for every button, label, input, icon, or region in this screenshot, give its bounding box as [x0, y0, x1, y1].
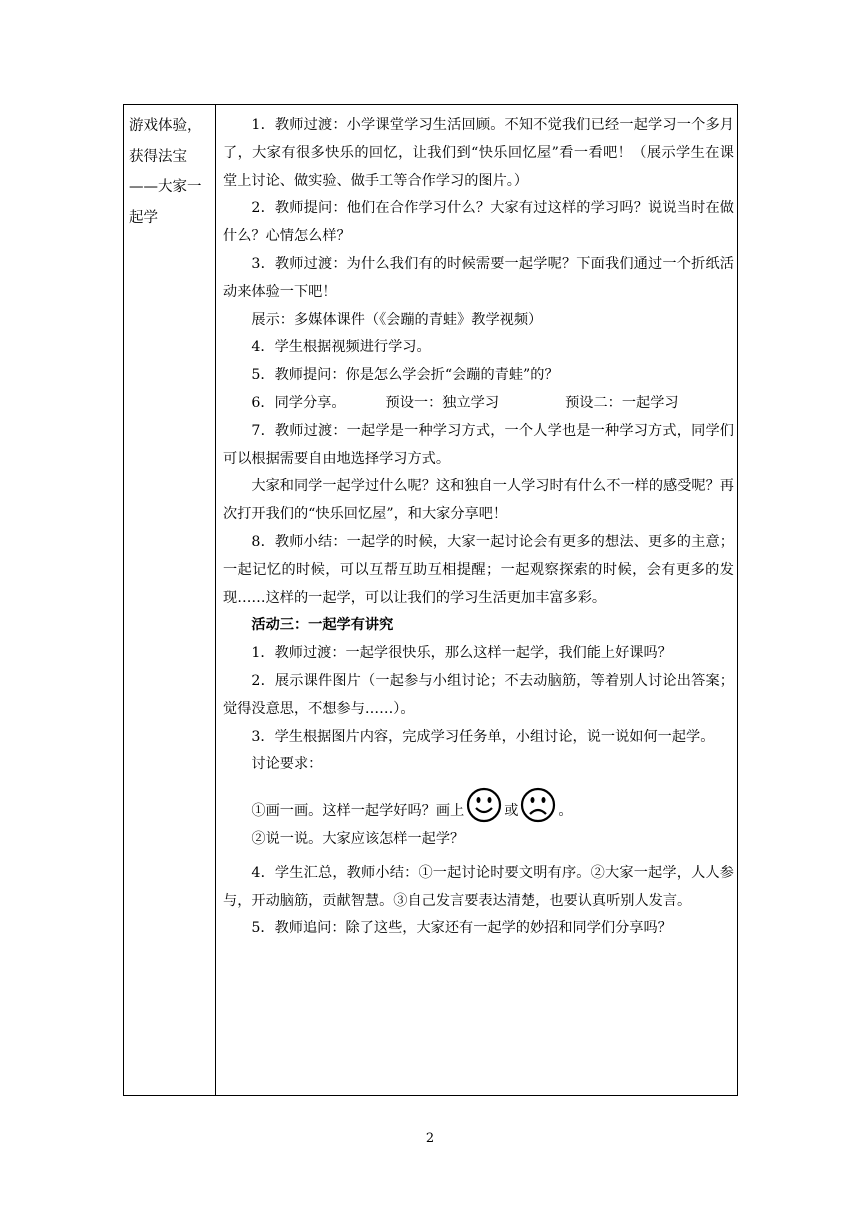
- paragraph: 1．教师过渡：小学课堂学习生活回顾。不知不觉我们已经一起学习一个多月了，大家有很多快乐的回忆，让我们到“快乐回忆屋”看一看吧！（展示学生在课堂上讨论、做实验、做手工等合作学习的图片。）: [223, 117, 734, 189]
- paragraph: 大家和同学一起学过什么呢？这和独自一人学习时有什么不一样的感受呢？再次打开我们的“快乐回忆屋”，和大家分享吧！: [223, 478, 734, 523]
- paragraph: 8．教师小结：一起学的时候，大家一起讨论会有更多的想法、更多的主意；一起记忆的时候，可以互帮互助互相提醒；一起观察探索的时候，会有更多的发现……这样的一起学，可以让我们的学习生活更加丰富多彩。: [223, 533, 734, 606]
- paragraph: 2．教师提问：他们在合作学习什么？大家有过这样的学习吗？说说当时在做什么？心情怎么样？: [223, 200, 734, 245]
- paragraph: 3．学生根据图片内容，完成学习任务单，小组讨论，说一说如何一起学。: [251, 728, 715, 745]
- paragraph: 3．教师过渡：为什么我们有的时候需要一起学呢？下面我们通过一个折纸活动来体验一下吧！: [223, 255, 734, 300]
- paragraph: 5．教师提问：你是怎么学会折“会蹦的青蛙”的？: [251, 367, 559, 384]
- or-text: 或: [504, 803, 519, 820]
- paragraph-presets: [223, 390, 734, 418]
- paragraph: 讨论要求：: [251, 756, 323, 773]
- activity-title-line: ——大家一: [129, 179, 202, 195]
- paragraph: 5．教师追问：除了这些，大家还有一起学的妙招和同学们分享吗？: [251, 920, 672, 937]
- draw-instruction: ①画一画。这样一起学好吗？画上: [251, 803, 465, 820]
- paragraph: 7．教师过渡：一起学是一种学习方式，一个人学也是一种学习方式，同学们可以根据需要自由地选择学习方式。: [223, 422, 734, 467]
- paragraph: ②说一说。大家应该怎样一起学？: [251, 830, 465, 847]
- paragraph: 展示：多媒体课件（《会蹦的青蛙》教学视频）: [251, 311, 543, 328]
- activity-content-cell: [223, 112, 734, 943]
- preset-two: 预设二：一起学习: [565, 394, 679, 411]
- paragraph: 1．教师过渡：一起学很快乐，那么这样一起学，我们能上好课吗？: [251, 645, 672, 662]
- lesson-table: [123, 104, 738, 1096]
- paragraph: 4．学生根据视频进行学习。: [251, 339, 431, 356]
- activity-title-line: 起学: [129, 209, 158, 226]
- smiley-face-icon: [466, 787, 502, 823]
- column-divider: [215, 105, 216, 1095]
- sad-face-icon: [520, 787, 556, 823]
- paragraph: 4．学生汇总，教师小结：①一起讨论时要文明有序。②大家一起学，人人参与，开动脑筋，贡献智慧。③自己发言要表达清楚，也要认真听别人发言。: [223, 864, 734, 909]
- paragraph: 2．展示课件图片（一起参与小组讨论；不去动脑筋，等着别人讨论出答案；觉得没意思，不想参与……）。: [223, 672, 734, 717]
- section-heading: 活动三：一起学有讲究: [251, 617, 394, 634]
- activity-title-cell: [129, 111, 211, 233]
- paragraph-draw: [223, 787, 734, 826]
- page-number: 2: [425, 1131, 435, 1146]
- activity-title-line: 游戏体验，: [129, 118, 202, 134]
- period-text: 。: [558, 803, 573, 820]
- activity-title-line: 获得法宝: [129, 148, 187, 165]
- preset-one: 预设一：独立学习: [385, 394, 500, 411]
- share-label: 6．同学分享。: [251, 394, 346, 411]
